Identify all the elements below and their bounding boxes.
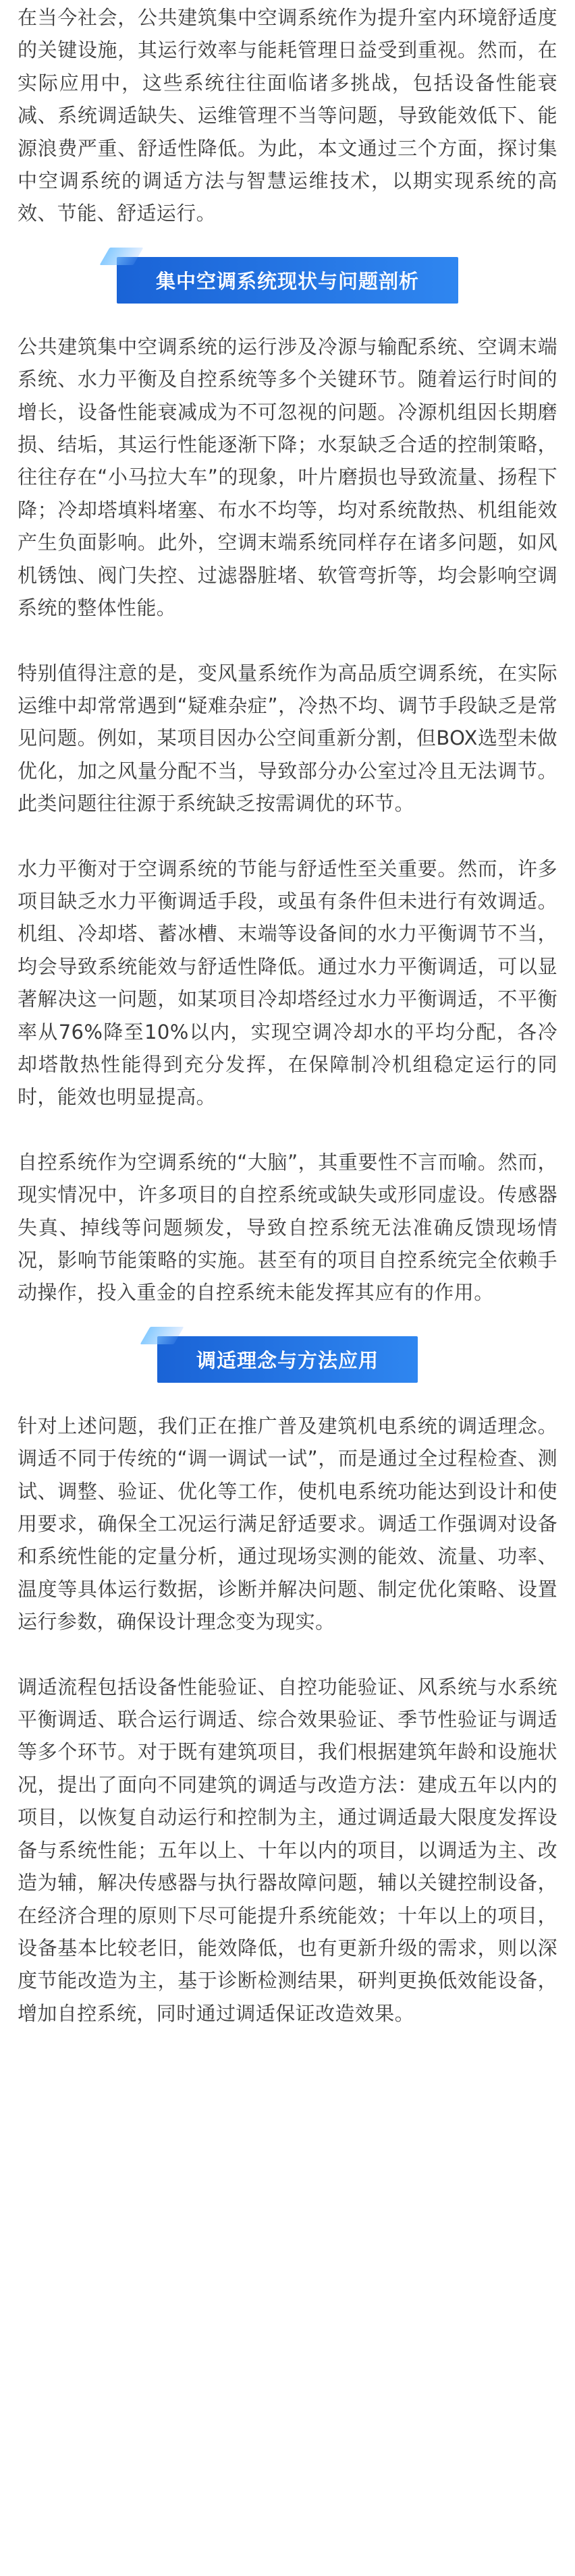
- intro-paragraph: 在当今社会，公共建筑集中空调系统作为提升室内环境舒适度的关键设施，其运行效率与能耗管理日益受到重视。然而，在实际应用中，这些系统往往面临诸多挑战，包括设备性能衰减、系统调适缺失、运维管理不当等问题，导致能效低下、能源浪费严重、舒适性降低。为此，本文通过三个方面，探讨集中空调系统的调适方法与智慧运维技术，以期实现系统的高效、节能、舒适运行。: [18, 6, 557, 225]
- section-heading-wrap: [18, 1336, 557, 1383]
- section2-paragraph-2: 调适流程包括设备性能验证、自控功能验证、风系统与水系统平衡调适、联合运行调适、综合效果验证、季节性验证与调适等多个环节。对于既有建筑项目，我们根据建筑年龄和设施状况，提出了面向不同建筑的调适与改造方法：建成五年以内的项目，以恢复自动运行和控制为主，通过调适最大限度发挥设备与系统性能；五年以上、十年以内的项目，以调适为主、改造为辅，解决传感器与执行器故障问题，辅以关键控制设备，在经济合理的原则下尽可能提升系统能效；十年以上的项目，设备基本比较老旧，能效降低，也有更新升级的需求，则以深度节能改造为主，基于诊断检测结果，研判更换低效能设备，增加自控系统，同时通过调适保证改造效果。: [18, 1675, 557, 2025]
- section-heading-status-text: 集中空调系统现状与问题剖析: [155, 269, 419, 293]
- section1-paragraph-1: 公共建筑集中空调系统的运行涉及冷源与输配系统、空调末端系统、水力平衡及自控系统等多个关键环节。随着运行时间的增长，设备性能衰减成为不可忽视的问题。冷源机组因长期磨损、结垢，其运行性能逐渐下降；水泵缺乏合适的控制策略，往往存在“小马拉大车”的现象，叶片磨损也导致流量、扬程下降；冷却塔填料堵塞、布水不均等，均对系统散热、机组能效产生负面影响。此外，空调末端系统同样存在诸多问题，如风机锈蚀、阀门失控、过滤器脏堵、软管弯折等，均会影响空调系统的整体性能。: [18, 335, 557, 620]
- section1-paragraph-3: 水力平衡对于空调系统的节能与舒适性至关重要。然而，许多项目缺乏水力平衡调适手段，或虽有条件但未进行有效调适。机组、冷却塔、蓄冰槽、末端等设备间的水力平衡调节不当，均会导致系统能效与舒适性降低。通过水力平衡调适，可以显著解决这一问题，如某项目冷却塔经过水力平衡调适，不平衡率从76%降至10%以内，实现空调冷却水的平均分配，各冷却塔散热性能得到充分发挥，在保障制冷机组稳定运行的同时，能效也明显提高。: [18, 857, 557, 1109]
- section-heading-wrap: [18, 257, 557, 304]
- section-heading-methods-text: 调适理念与方法应用: [196, 1348, 379, 1372]
- section2-paragraph-1: 针对上述问题，我们正在推广普及建筑机电系统的调适理念。调适不同于传统的“调一调试一试”，而是通过全过程检查、测试、调整、验证、优化等工作，使机电系统功能达到设计和使用要求，确保全工况运行满足舒适要求。调适工作强调对设备和系统性能的定量分析，通过现场实测的能效、流量、功率、温度等具体运行数据，诊断并解决问题、制定优化策略、设置运行参数，确保设计理念变为现实。: [18, 1414, 557, 1634]
- section1-paragraph-2: 特别值得注意的是，变风量系统作为高品质空调系统，在实际运维中却常常遇到“疑难杂症”，冷热不均、调节手段缺乏是常见问题。例如，某项目因办公空间重新分割，但BOX选型未做优化，加之风量分配不当，导致部分办公室过冷且无法调节。此类问题往往源于系统缺乏按需调优的环节。: [18, 661, 557, 815]
- section-heading-methods: [157, 1336, 418, 1383]
- section1-paragraph-4: 自控系统作为空调系统的“大脑”，其重要性不言而喻。然而，现实情况中，许多项目的自控系统或缺失或形同虚设。传感器失真、掉线等问题频发，导致自控系统无法准确反馈现场情况，影响节能策略的实施。甚至有的项目自控系统完全依赖手动操作，投入重金的自控系统未能发挥其应有的作用。: [18, 1150, 557, 1305]
- section-heading-status: [117, 257, 458, 304]
